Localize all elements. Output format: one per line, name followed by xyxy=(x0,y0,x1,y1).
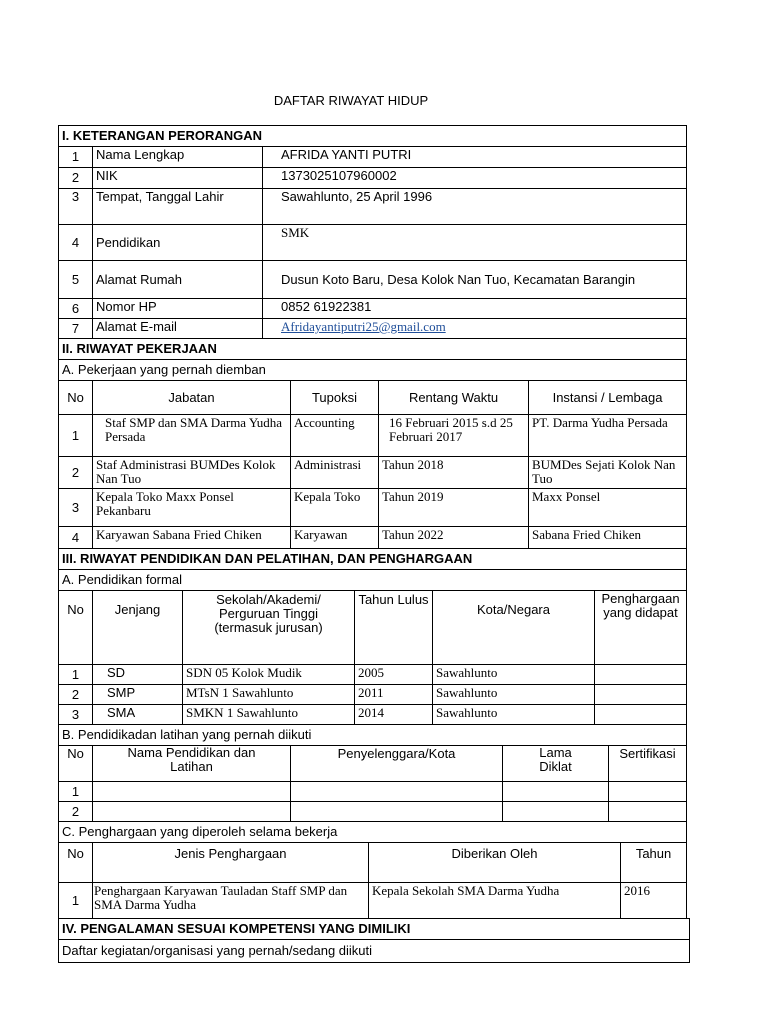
field-label: Pendidikan xyxy=(93,225,263,261)
section-awards-subheading: C. Penghargaan yang diperoleh selama bekerja xyxy=(59,822,687,843)
section-training xyxy=(58,724,687,822)
row-number: 2 xyxy=(59,802,93,822)
row-number: 3 xyxy=(59,705,93,725)
cell-instansi: Maxx Ponsel xyxy=(529,489,687,527)
cell-kota: Sawahlunto xyxy=(433,685,595,705)
page-title: DAFTAR RIWAYAT HIDUP xyxy=(273,93,429,108)
column-header: Sertifikasi xyxy=(609,746,687,782)
section-personal-heading: I. KETERANGAN PERORANGAN xyxy=(59,126,687,147)
table-row xyxy=(59,415,687,457)
section-experience-heading: IV. PENGALAMAN SESUAI KOMPETENSI YANG DIMILIKI xyxy=(59,919,690,940)
field-label: NIK xyxy=(93,168,263,189)
field-label: Nomor HP xyxy=(93,299,263,319)
field-label: Nama Lengkap xyxy=(93,147,263,168)
row-number: 2 xyxy=(59,685,93,705)
cell-penghargaan xyxy=(595,705,687,725)
cell-penghargaan xyxy=(595,665,687,685)
cell-jenjang: SMA xyxy=(93,705,183,725)
row-number: 2 xyxy=(59,457,93,489)
email-link[interactable]: Afridayantiputri25@gmail.com xyxy=(281,319,446,334)
row-number: 3 xyxy=(59,189,93,225)
column-header: Tahun xyxy=(621,843,687,883)
cell-tahun: 2005 xyxy=(355,665,433,685)
row-number: 6 xyxy=(59,299,93,319)
cell-sekolah: MTsN 1 Sawahlunto xyxy=(183,685,355,705)
cell-penghargaan xyxy=(595,685,687,705)
section-training-subheading: B. Pendidikadan latihan yang pernah diikuti xyxy=(59,725,687,746)
column-header: Lama Diklat xyxy=(503,746,609,782)
column-header: Penyelenggara/Kota xyxy=(291,746,503,782)
section-education xyxy=(58,548,687,725)
section-education-heading: III. RIWAYAT PENDIDIKAN DAN PELATIHAN, DAN PENGHARGAAN xyxy=(59,549,687,570)
row-number: 7 xyxy=(59,319,93,339)
row-number: 3 xyxy=(59,489,93,527)
column-header: Jenis Penghargaan xyxy=(93,843,369,883)
section-work-subheading: A. Pekerjaan yang pernah diemban xyxy=(59,360,687,381)
cell-tupoksi: Administrasi xyxy=(291,457,379,489)
row-number: 4 xyxy=(59,527,93,549)
cell-kota: Sawahlunto xyxy=(433,705,595,725)
cell-jabatan: Karyawan Sabana Fried Chiken xyxy=(93,527,291,549)
section-work-heading: II. RIWAYAT PEKERJAAN xyxy=(59,339,687,360)
cell-jenjang: SMP xyxy=(93,685,183,705)
cv-sheet xyxy=(58,125,686,963)
section-experience xyxy=(58,918,690,963)
column-header: Nama Pendidikan dan Latihan xyxy=(93,746,291,782)
section-education-subheading: A. Pendidikan formal xyxy=(59,570,687,591)
cell-tupoksi: Karyawan xyxy=(291,527,379,549)
row-number: 1 xyxy=(59,665,93,685)
cell-tahun: 2011 xyxy=(355,685,433,705)
column-header: Tupoksi xyxy=(291,381,379,415)
cell-tahun: 2016 xyxy=(621,883,687,919)
column-header: No xyxy=(59,746,93,782)
cell-instansi: BUMDes Sejati Kolok Nan Tuo xyxy=(529,457,687,489)
cell-jabatan: Staf SMP dan SMA Darma Yudha Persada xyxy=(93,415,291,457)
row-number: 4 xyxy=(59,225,93,261)
cell-kota: Sawahlunto xyxy=(433,665,595,685)
table-row xyxy=(59,705,687,725)
cell-waktu: Tahun 2018 xyxy=(379,457,529,489)
table-row xyxy=(59,665,687,685)
field-value: AFRIDA YANTI PUTRI xyxy=(263,147,687,168)
cell-waktu: 16 Februari 2015 s.d 25 Februari 2017 xyxy=(379,415,529,457)
cell-jenis: Penghargaan Karyawan Tauladan Staff SMP dan SMA Darma Yudha xyxy=(93,883,369,919)
section-work xyxy=(58,338,687,549)
section-personal xyxy=(58,125,687,339)
table-row xyxy=(59,489,687,527)
column-header: No xyxy=(59,591,93,665)
table-row xyxy=(59,457,687,489)
cell-jabatan: Staf Administrasi BUMDes Kolok Nan Tuo xyxy=(93,457,291,489)
column-header: Kota/Negara xyxy=(433,591,595,665)
column-header: Jabatan xyxy=(93,381,291,415)
field-label: Alamat Rumah xyxy=(93,261,263,299)
cell-tahun: 2014 xyxy=(355,705,433,725)
cell-instansi: PT. Darma Yudha Persada xyxy=(529,415,687,457)
section-awards xyxy=(58,821,687,919)
column-header: Jenjang xyxy=(93,591,183,665)
table-row xyxy=(59,685,687,705)
column-header: Rentang Waktu xyxy=(379,381,529,415)
column-header: Instansi / Lembaga xyxy=(529,381,687,415)
table-row xyxy=(59,527,687,549)
column-header: No xyxy=(59,381,93,415)
field-value: Dusun Koto Baru, Desa Kolok Nan Tuo, Kecamatan Barangin xyxy=(263,261,687,299)
field-label: Tempat, Tanggal Lahir xyxy=(93,189,263,225)
column-header: Sekolah/Akademi/ Perguruan Tinggi (termasuk jurusan) xyxy=(183,591,355,665)
cell-waktu: Tahun 2022 xyxy=(379,527,529,549)
table-row xyxy=(59,782,687,802)
cell-sekolah: SMKN 1 Sawahlunto xyxy=(183,705,355,725)
cell-jabatan: Kepala Toko Maxx Ponsel Pekanbaru xyxy=(93,489,291,527)
table-row xyxy=(59,883,687,919)
row-number: 1 xyxy=(59,415,93,457)
column-header: No xyxy=(59,843,93,883)
cell-instansi: Sabana Fried Chiken xyxy=(529,527,687,549)
column-header: Diberikan Oleh xyxy=(369,843,621,883)
row-number: 5 xyxy=(59,261,93,299)
row-number: 1 xyxy=(59,883,93,919)
field-label: Alamat E-mail xyxy=(93,319,263,339)
cell-waktu: Tahun 2019 xyxy=(379,489,529,527)
table-row xyxy=(59,802,687,822)
cell-tupoksi: Accounting xyxy=(291,415,379,457)
field-value: SMK xyxy=(263,225,687,261)
field-value: 1373025107960002 xyxy=(263,168,687,189)
cell-tupoksi: Kepala Toko xyxy=(291,489,379,527)
row-number: 1 xyxy=(59,782,93,802)
field-value: Sawahlunto, 25 April 1996 xyxy=(263,189,687,225)
cell-sekolah: SDN 05 Kolok Mudik xyxy=(183,665,355,685)
cell-oleh: Kepala Sekolah SMA Darma Yudha xyxy=(369,883,621,919)
cell-jenjang: SD xyxy=(93,665,183,685)
field-value: 0852 61922381 xyxy=(263,299,687,319)
row-number: 1 xyxy=(59,147,93,168)
row-number: 2 xyxy=(59,168,93,189)
section-experience-subheading: Daftar kegiatan/organisasi yang pernah/sedang diikuti xyxy=(59,940,690,963)
column-header: Penghargaan yang didapat xyxy=(595,591,687,665)
column-header: Tahun Lulus xyxy=(355,591,433,665)
